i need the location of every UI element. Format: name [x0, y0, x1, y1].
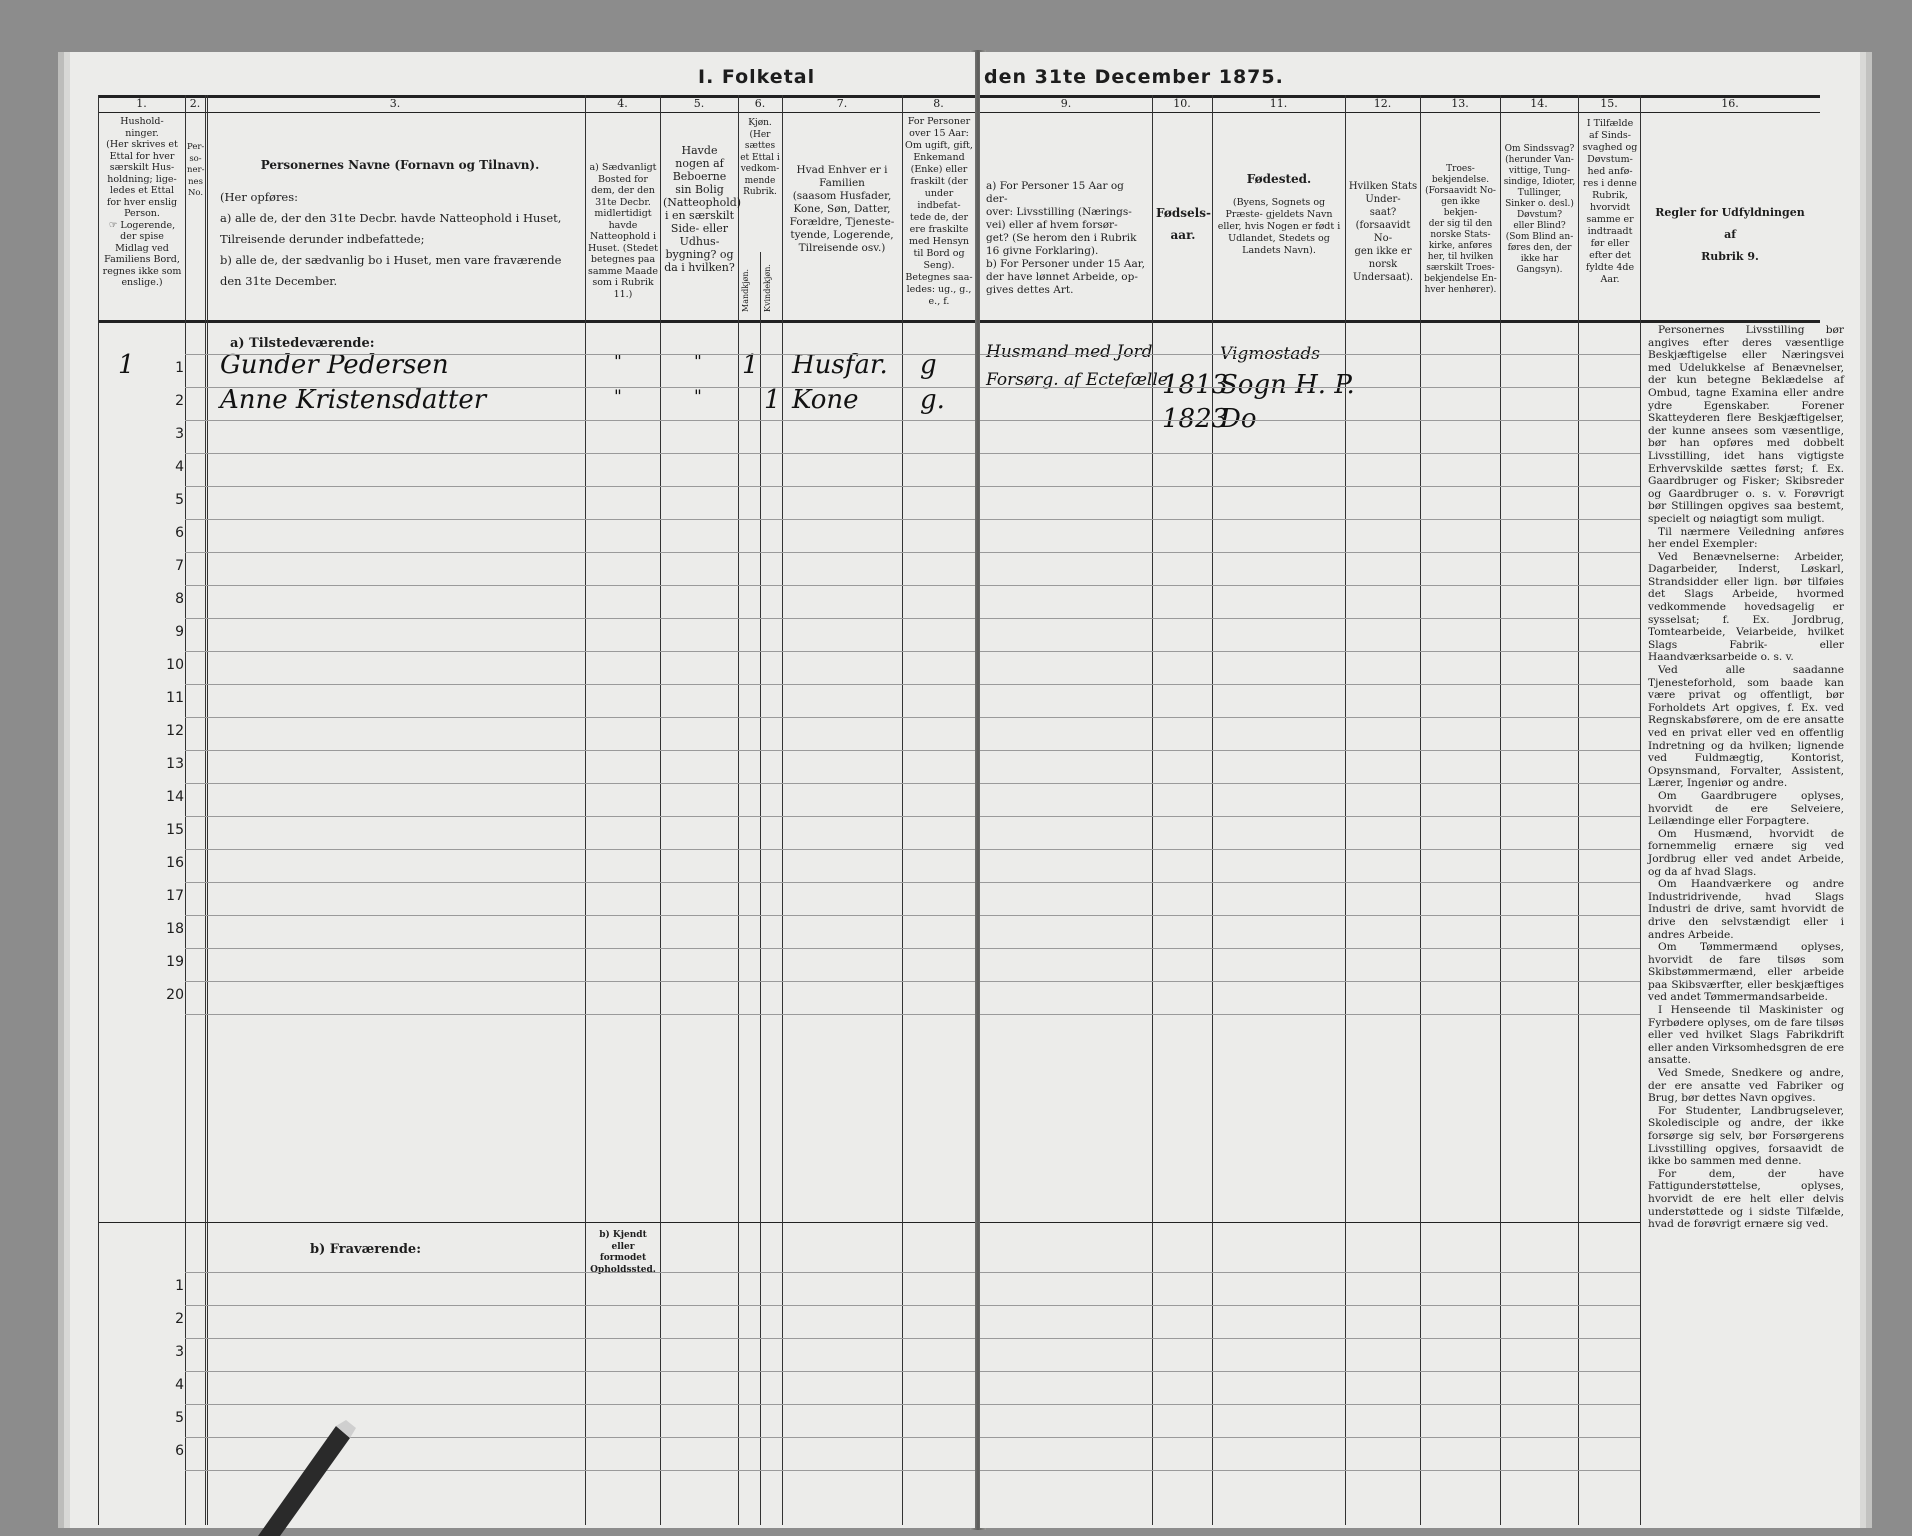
colnum-4: 4. — [617, 97, 628, 110]
row-line — [980, 486, 1640, 487]
row-line — [980, 750, 1640, 751]
pencil-icon — [250, 1420, 360, 1536]
row-line — [185, 750, 975, 751]
rules-rubrik9 — [1648, 324, 1844, 1231]
col-line — [1345, 95, 1346, 1525]
person-name: Gunder Pedersen — [220, 350, 449, 380]
bolig-ditto: " — [694, 387, 702, 407]
row-line — [980, 420, 1640, 421]
row-line — [980, 453, 1640, 454]
row-line — [185, 1371, 975, 1372]
row-line — [980, 1272, 1640, 1273]
row-line — [980, 816, 1640, 817]
col-line — [782, 95, 783, 1525]
row-line — [185, 1404, 975, 1405]
row-number: 4 — [175, 459, 184, 475]
row-number: 1 — [175, 360, 184, 376]
col-line — [660, 95, 661, 1525]
row-number: 3 — [175, 1344, 184, 1360]
occupation: Forsørg. af Ectefælle — [986, 370, 1168, 390]
rule-paragraph: Ved Smede, Snedkere og andre, der ere ansatte ved Fabriker og Brug, bør dettes Navn opgives. — [1648, 1067, 1844, 1105]
household-count: 1 — [118, 350, 135, 380]
row-line — [980, 849, 1640, 850]
header-bottom-rule-right — [980, 320, 1820, 323]
col-line — [1500, 95, 1501, 1525]
col-line — [185, 95, 186, 1525]
row-line — [980, 783, 1640, 784]
colnum-2: 2. — [189, 97, 201, 110]
header-col6: Kjøn. (Her sættes et Ettal i vedkom- mende Rubrik. — [740, 118, 780, 197]
row-number: 15 — [166, 822, 184, 838]
col-line — [585, 95, 586, 1525]
row-line — [185, 1014, 975, 1015]
row-line — [980, 717, 1640, 718]
birthplace: Do — [1220, 404, 1257, 434]
row-number: 6 — [175, 1443, 184, 1459]
bosted-ditto: " — [614, 352, 622, 372]
row-line — [185, 453, 975, 454]
header-col6-male: Mandkjøn. — [741, 268, 750, 312]
col-line — [738, 95, 739, 1525]
present-section-end-rule — [98, 1222, 975, 1223]
birthplace: Vigmostads — [1220, 344, 1320, 364]
colnum-6: 6. — [754, 97, 766, 110]
row-line — [185, 1272, 975, 1273]
header-col15: I Tilfælde af Sinds- svaghed og Døvstum- hed anfø- res i denne Rubrik, hvorvidt samme er indtraadt før eller efter det fyldte 4de Aar. — [1582, 118, 1638, 285]
row-number: 14 — [166, 789, 184, 805]
row-line — [185, 486, 975, 487]
header-col3-text: (Her opføres: a) alle de, der den 31te Decbr. havde Natteophold i Huset, Tilreisende derunder indbefattede; b) alle de, der sædvanlig bo i Huset, men vare fraværende den 31te December. — [220, 190, 562, 288]
row-number: 12 — [166, 723, 184, 739]
row-number: 17 — [166, 888, 184, 904]
colnum-rule-right — [980, 112, 1820, 113]
row-line — [980, 1014, 1640, 1015]
family-role: Kone — [792, 385, 859, 415]
row-line — [185, 552, 975, 553]
col-line — [902, 95, 903, 1525]
header-col1: Hushold- ninger. (Her skrives et Ettal for hver særskilt Hus- holdning; lige- ledes et Ettal for hver enslig Person. ☞ Logerende, der spise Midlag ved Familiens Bord, regnes ikke som enslige.) — [102, 116, 182, 288]
left-page — [70, 52, 975, 1528]
row-line — [980, 552, 1640, 553]
row-line — [185, 651, 975, 652]
row-line — [185, 420, 975, 421]
row-line — [185, 618, 975, 619]
row-line — [980, 651, 1640, 652]
row-line — [185, 915, 975, 916]
header-col6-female: Kvindekjøn. — [763, 264, 772, 312]
row-line — [980, 882, 1640, 883]
row-line — [185, 783, 975, 784]
bosted-ditto: " — [614, 387, 622, 407]
row-line — [185, 354, 975, 355]
row-number: 2 — [175, 393, 184, 409]
occupation: Husmand med Jord — [986, 342, 1153, 362]
row-line — [185, 882, 975, 883]
colnum-16: 16. — [1721, 97, 1739, 110]
header-col4: a) Sædvanligt Bosted for dem, der den 31te Decbr. midlertidigt havde Natteophold i Huset. (Stedet betegnes paa samme Maade som i Rubrik 11.) — [588, 162, 658, 300]
row-line — [980, 915, 1640, 916]
header-col13: Troes- bekjendelse. (Forsaavidt No- gen ikke bekjen- der sig til den norske Stats- kirke, anføres her, til hvilken særskilt Troes- bekjendelse En- hver henhører). — [1424, 164, 1497, 295]
header-col2: Per- so- ner- nes No. — [187, 142, 205, 198]
row-line — [185, 849, 975, 850]
row-line — [980, 684, 1640, 685]
row-number: 16 — [166, 855, 184, 871]
section-present: a) Tilstedeværende: — [230, 336, 375, 351]
header-bottom-rule — [98, 320, 975, 323]
present-section-end-rule-right — [980, 1222, 1640, 1223]
colnum-14: 14. — [1530, 97, 1548, 110]
page-title-left: I. Folketal — [698, 66, 816, 88]
family-role: Husfar. — [792, 350, 888, 380]
row-number: 5 — [175, 1410, 184, 1426]
colnum-5: 5. — [693, 97, 705, 110]
birth-year: 1813 — [1162, 370, 1229, 400]
header-col3-title: Personernes Navne (Fornavn og Tilnavn). — [260, 158, 540, 172]
colnum-3: 3. — [389, 97, 401, 110]
rule-paragraph: Ved alle saadanne Tjenesteforhold, som baade kan være privat og offentligt, bør Forholdets Art opgives, f. Ex. ved Regnskabsførere, om de ere ansatte ved en privat eller ved en offentlig Indretning og da hvilken; lignende ved Fuldmægtig, Kontorist, Opsynsmand, Forvalter, Assistent, Lærer, Ingeniør og andre. — [1648, 664, 1844, 790]
header-col16: Regler for Udfyldningen af Rubrik 9. — [1655, 206, 1805, 263]
row-number: 19 — [166, 954, 184, 970]
person-name: Anne Kristensdatter — [220, 385, 487, 415]
col-line — [1640, 95, 1641, 1525]
absent-col4-header: b) Kjendt eller formodet Opholdssted. — [590, 1230, 656, 1275]
colnum-8: 8. — [933, 97, 944, 110]
rule-paragraph: Personernes Livsstilling bør angives efter deres væsentlige Beskjæftigelse eller Næringsvei med Udelukkelse af Benævnelser, der kun betegne Beklædelse af Ombud, tagne Examina eller andre ydre Egenskaber. Forener Skatteyderen flere Beskjæftigelser, der kunne ansees som væsentlige, bør han opføres med dobbelt Livsstilling, idet hans vigtigste Erhvervskilde sættes først; f. Ex. Gaardbruger og Fisker; Skibsreder og Gaardbruger o. s. v. Forøvrigt bør Stillingen opgives saa bestemt, specielt og nøiagtigt som muligt. — [1648, 324, 1844, 525]
row-line — [980, 519, 1640, 520]
col-line — [1420, 95, 1421, 1525]
rule-paragraph: Om Husmænd, hvorvidt de fornemmelig ernære sig ved Jordbrug eller ved andet Arbeide, og da af hvad Slags. — [1648, 827, 1844, 878]
row-line — [980, 1437, 1640, 1438]
row-line — [980, 1338, 1640, 1339]
row-number: 9 — [175, 624, 184, 640]
colnum-9: 9. — [1060, 97, 1072, 110]
row-number: 20 — [166, 987, 184, 1003]
rule-paragraph: Om Gaardbrugere oplyses, hvorvidt de ere Selveiere, Leilændinge eller Forpagtere. — [1648, 789, 1844, 828]
rule-paragraph: I Henseende til Maskinister og Fyrbødere oplyses, om de fare tilsøs eller ved hvilket Slags Fabrikdrift eller anden Virksomhedsgren de ere ansatte. — [1648, 1004, 1844, 1067]
row-line — [185, 948, 975, 949]
row-number: 13 — [166, 756, 184, 772]
sex-male: 1 — [742, 350, 759, 380]
header-col11-text: (Byens, Sognets og Præste- gjeldets Navn eller, hvis Nogen er født i Udlandet, Stedets og Landets Navn). — [1217, 197, 1341, 256]
colnum-rule — [98, 112, 975, 113]
col-line — [760, 252, 761, 1525]
row-number: 7 — [175, 558, 184, 574]
row-number: 2 — [175, 1311, 184, 1327]
rule-paragraph: Til nærmere Veiledning anføres her endel Exempler: — [1648, 525, 1844, 551]
bolig-ditto: " — [694, 352, 702, 372]
header-col12: Hvilken Stats Under- saat? (forsaavidt No- gen ikke er norsk Undersaat). — [1348, 181, 1418, 283]
row-line — [185, 585, 975, 586]
right-page — [980, 52, 1860, 1528]
col-line — [98, 95, 99, 1525]
header-col5: Havde nogen af Beboerne sin Bolig (Natteophold) i en særskilt Side- eller Udhus-bygning? og da i hvilken? — [663, 144, 742, 274]
row-line — [980, 1371, 1640, 1372]
rule-paragraph: Om Tømmermænd oplyses, hvorvidt de fare tilsøs som Skibstømmermænd, eller arbeide paa Skibsværfter, eller beskjæftiges ved andet Tømmermandsarbeide. — [1648, 941, 1844, 1004]
colnum-15: 15. — [1600, 97, 1618, 110]
colnum-12: 12. — [1373, 97, 1392, 110]
row-number: 11 — [166, 690, 184, 706]
row-line — [980, 1404, 1640, 1405]
row-line — [185, 519, 975, 520]
row-line — [185, 1305, 975, 1306]
row-number: 8 — [175, 591, 184, 607]
col-line — [205, 95, 208, 1525]
row-line — [980, 948, 1640, 949]
colnum-13: 13. — [1451, 97, 1469, 110]
row-number: 5 — [175, 492, 184, 508]
row-line — [980, 585, 1640, 586]
row-number: 4 — [175, 1377, 184, 1393]
marital-status: g — [920, 350, 937, 380]
header-col11-title: Fødested. — [1246, 172, 1312, 186]
colnum-10: 10. — [1173, 97, 1191, 110]
row-number: 6 — [175, 525, 184, 541]
rule-paragraph: Ved Benævnelserne: Arbeider, Dagarbeider, Inderst, Løskarl, Strandsidder eller lign. bør tilføies det Slags Arbeide, hvormed vedkommende hovedsagelig er sysselsat; f. Ex. Jordbrug, Tomtearbeide, Veiarbeide, hvilket Slags Fabrik- eller Haandværksarbeide o. s. v. — [1648, 550, 1844, 664]
col-line — [1152, 95, 1153, 1525]
col-line — [1578, 95, 1579, 1525]
row-number: 10 — [166, 657, 184, 673]
row-number: 1 — [175, 1278, 184, 1294]
page-title-right: den 31te December 1875. — [984, 66, 1284, 88]
sex-female: 1 — [764, 385, 781, 415]
rule-paragraph: For Studenter, Landbrugselever, Skoledisciple og andre, der ikke forsørge sig selv, bør Forsørgerens Livsstilling opgives, forsaavidt de ikke bo sammen med denne. — [1648, 1104, 1844, 1168]
row-line — [980, 981, 1640, 982]
rule-paragraph: For dem, der have Fattigunderstøttelse, oplyses, hvorvidt de ere helt eller delvis understøttede og i sidste Tilfælde, hvad de forøvrigt ernære sig ved. — [1648, 1167, 1844, 1231]
birth-year: 1823 — [1162, 404, 1229, 434]
marital-status: g. — [920, 385, 945, 415]
header-col9: a) For Personer 15 Aar og der- over: Livsstilling (Nærings- vei) eller af hvem forsør- get? (Se herom den i Rubrik 16 givne Forklaring). b) For Personer under 15 Aar, der have lønnet Arbeide, op- gives dettes Art. — [986, 180, 1145, 296]
row-number: 3 — [175, 426, 184, 442]
header-col14: Om Sindssvag? (herunder Van- vittige, Tung- sindige, Idioter, Tullinger, Sinker o. desl.) Døvstum? eller Blind? (Som Blind an- føres den, der ikke har Gangsyn). — [1503, 144, 1576, 275]
header-col8: For Personer over 15 Aar: Om ugift, gift, Enkemand (Enke) eller fraskilt (der under indbefat- tede de, der ere fraskilte med Hensyn til Bord og Seng). Betegnes saa- ledes: ug., g., e., f. — [905, 116, 973, 307]
header-col7: Hvad Enhver er i Familien (saasom Husfader, Kone, Søn, Datter, Forældre, Tjeneste- tyende, Logerende, Tilreisende osv.) — [789, 164, 895, 254]
row-line — [185, 717, 975, 718]
row-line — [980, 1470, 1640, 1471]
colnum-7: 7. — [836, 97, 848, 110]
birthplace: Sogn H. P. — [1220, 370, 1355, 400]
row-line — [980, 387, 1640, 388]
row-line — [980, 1305, 1640, 1306]
row-line — [185, 387, 975, 388]
row-line — [980, 354, 1640, 355]
colnum-1: 1. — [136, 97, 147, 110]
rule-paragraph: Om Haandværkere og andre Industridrivende, hvad Slags Industri de drive, samt hvorvidt de drive den selvstændigt eller i andres Arbeide. — [1648, 878, 1844, 941]
row-line — [185, 981, 975, 982]
row-line — [185, 684, 975, 685]
header-col10: Fødsels- aar. — [1156, 206, 1211, 242]
section-absent: b) Fraværende: — [310, 1242, 422, 1257]
col-line — [1212, 95, 1213, 1525]
colnum-11: 11. — [1269, 97, 1288, 110]
row-number: 18 — [166, 921, 184, 937]
row-line — [185, 816, 975, 817]
row-line — [185, 1338, 975, 1339]
row-line — [980, 618, 1640, 619]
